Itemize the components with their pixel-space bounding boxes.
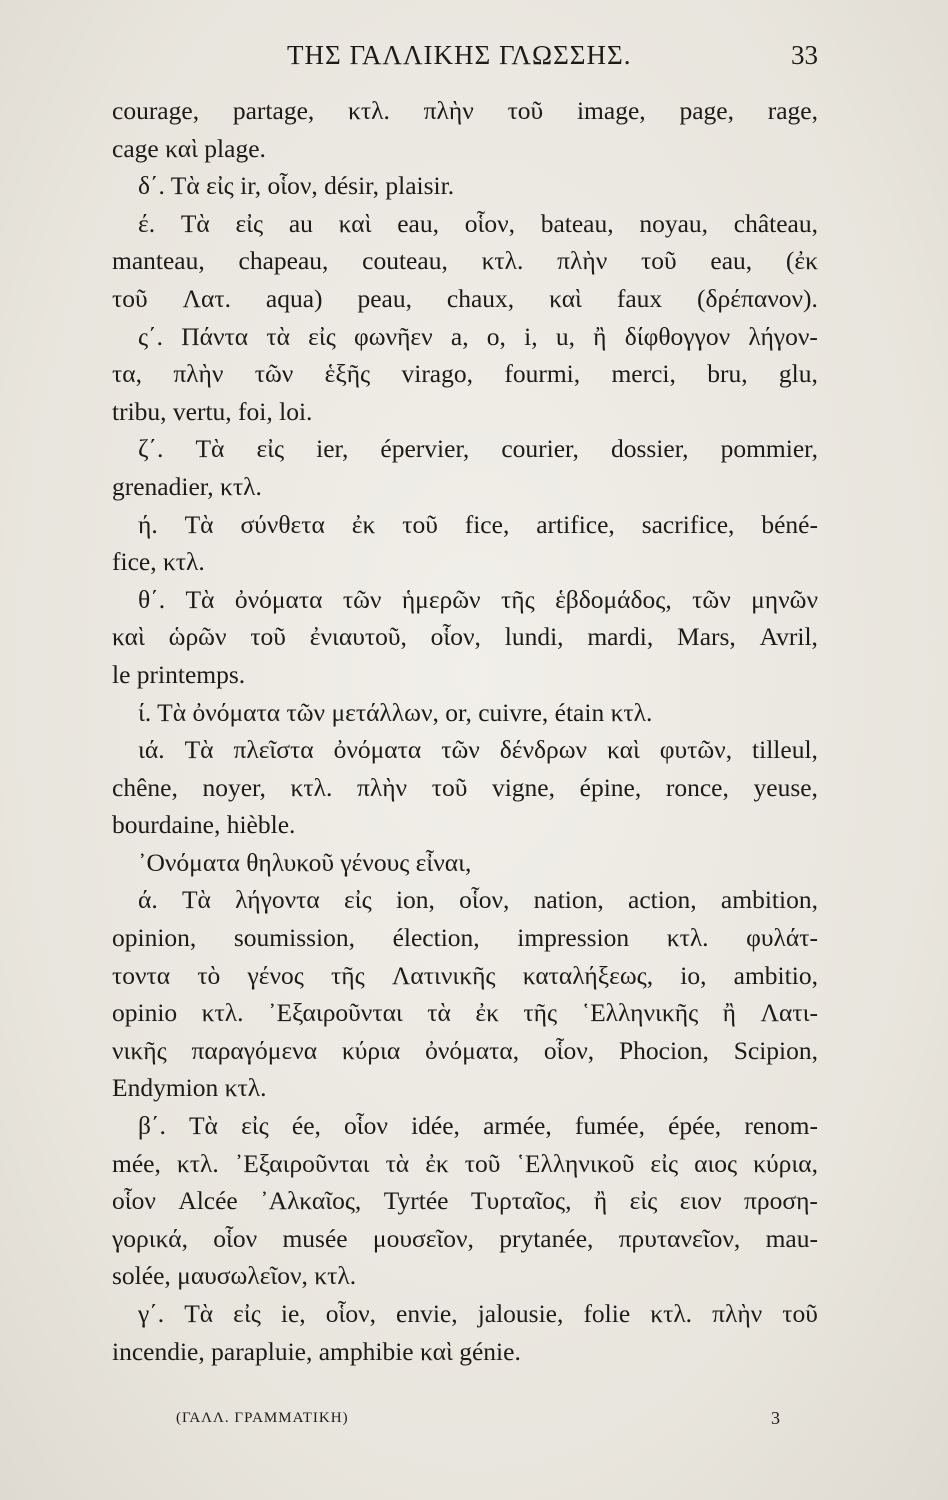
word: Τὰ [184, 1299, 214, 1328]
word: aqua) [265, 283, 323, 313]
word: fice, [464, 509, 510, 539]
text-line [112, 242, 818, 280]
word: mau- [765, 1223, 818, 1253]
word: eau, [710, 246, 753, 276]
word: ion, [395, 885, 435, 915]
text-line [112, 919, 818, 957]
word: τῆς [331, 960, 365, 990]
word: ὀνόματα [333, 735, 422, 765]
word: impression [517, 923, 630, 953]
word: ς΄. [138, 321, 163, 351]
word: (δρέπανον). [697, 283, 818, 313]
word: pommier, [720, 434, 818, 464]
word: ζ΄. [138, 434, 164, 464]
word: ἑξῆς [324, 359, 371, 389]
word: αιος [694, 1148, 738, 1178]
word: artifice, [536, 509, 615, 539]
text-line [112, 994, 818, 1032]
word: musée [282, 1223, 348, 1253]
word: ᾿Αλκαῖος, [260, 1186, 362, 1216]
text-line [112, 205, 818, 243]
page-footer [150, 1410, 780, 1440]
page-number: 33 [791, 40, 818, 70]
text-line: grenadier, κτλ. [112, 471, 262, 501]
word: ῾Ελληνικοῦ [516, 1148, 635, 1178]
word: τὰ [385, 1148, 410, 1178]
text-line: bourdaine, hièble. [112, 810, 296, 840]
word: rage, [767, 96, 818, 125]
word: Phocion, [618, 1035, 709, 1065]
word: οἷον [344, 1111, 388, 1141]
word: faux [616, 283, 663, 313]
word: courage, [112, 96, 200, 125]
word: τοῦ [112, 283, 148, 313]
word: i, [524, 321, 538, 351]
word: πλὴν [356, 772, 408, 802]
word: Avril, [759, 622, 818, 652]
word: renom- [744, 1111, 818, 1141]
word: λήγον- [748, 321, 818, 351]
word: Λατινικῆς [391, 960, 496, 990]
word: béné- [761, 509, 818, 539]
word: κτλ. [666, 923, 709, 953]
word: château, [733, 208, 818, 238]
word: ἐκ [425, 1148, 449, 1178]
word: κτλ. [201, 998, 244, 1028]
word: εἰς [308, 321, 336, 351]
word: partage, [232, 96, 315, 125]
footer-book-title: (ΓΑΛΛ. ΓΡΑΜΜΑΤΙΚΗ) [176, 1410, 349, 1426]
text-line [112, 731, 818, 769]
text-line [112, 1145, 818, 1183]
word: ιά. [138, 735, 165, 765]
word: έ. [138, 208, 156, 238]
word: Scipion, [733, 1035, 818, 1065]
word: καὶ [606, 735, 640, 765]
word: δένδρων [499, 735, 588, 765]
word: idée, [411, 1111, 460, 1141]
word: ἑβδομάδος, [555, 584, 672, 614]
word: ronce, [665, 772, 729, 802]
page-header [112, 40, 818, 80]
word: soumission, [233, 923, 356, 953]
word: lundi, [504, 622, 564, 652]
word: mée, [112, 1148, 161, 1178]
word: οἷον, [430, 622, 481, 652]
word: peau, [357, 283, 412, 313]
word: épervier, [380, 434, 470, 464]
word: τοῦ [431, 772, 468, 802]
word: καὶ [549, 283, 582, 313]
word: ὀνόματα [234, 584, 323, 614]
word: manteau, [112, 246, 205, 276]
word: προση- [744, 1186, 818, 1216]
text-line [112, 957, 818, 995]
word: τοῦ [641, 246, 677, 276]
word: ἐκ [351, 509, 376, 539]
word: μουσεῖον, [372, 1223, 474, 1253]
word: action, [628, 885, 697, 915]
word: ή. [138, 509, 158, 539]
text-line [112, 1107, 818, 1145]
signature-mark: 3 [771, 1408, 780, 1428]
text-line: le printemps. [112, 659, 246, 689]
text-line [112, 430, 818, 468]
word: τῆς [500, 584, 535, 614]
word: πλὴν [557, 246, 608, 276]
text-line: incendie, parapluie, amphibie καὶ génie. [112, 1336, 521, 1366]
word: a, [450, 321, 469, 351]
word: Τυρταῖος, [470, 1186, 572, 1216]
word: Λατ. [182, 283, 232, 313]
word: κτλ. [348, 96, 390, 125]
word: sacrifice, [641, 509, 735, 539]
word: οἷον, [543, 1035, 595, 1065]
text-line [112, 92, 818, 130]
word: ειον [679, 1186, 722, 1216]
word: τῶν [692, 584, 731, 614]
word: armée, [483, 1111, 552, 1141]
word: ὀνόματα, [425, 1035, 520, 1065]
word: κτλ. [650, 1299, 693, 1328]
word: κτλ. [176, 1148, 219, 1178]
word: λήγοντα [235, 885, 320, 915]
word: τὸ [197, 960, 221, 990]
word: Τὰ [185, 584, 215, 614]
word: τοῦ [402, 509, 438, 539]
text-line [112, 769, 818, 807]
text-line: Endymion κτλ. [112, 1073, 267, 1103]
text-line: ί. Τὰ ὀνόματα τῶν μετάλλων, or, cuivre, étain κτλ. [138, 697, 653, 727]
word: εἰς [241, 1111, 269, 1141]
word: ὡρῶν [168, 622, 227, 652]
word: Mars, [677, 622, 736, 652]
word: πλὴν [173, 359, 224, 389]
word: Tyrtée [383, 1186, 449, 1216]
word: courier, [501, 434, 579, 464]
word: ἢ [593, 321, 607, 351]
word: vigne, [491, 772, 555, 802]
text-line [112, 618, 818, 656]
word: u, [555, 321, 575, 351]
word: ῾Ελληνικῆς [581, 998, 699, 1028]
word: couteau, [362, 246, 448, 276]
word: τῶν [441, 735, 480, 765]
word: εἰς [256, 434, 285, 464]
word: κτλ. [290, 772, 333, 802]
word: image, [576, 96, 646, 125]
word: ier, [316, 434, 349, 464]
word: ambitio, [733, 960, 818, 990]
word: φυτῶν, [659, 735, 733, 765]
word: ἢ [593, 1186, 608, 1216]
word: o, [486, 321, 506, 351]
word: Τὰ [188, 1111, 218, 1141]
word: γορικά, [112, 1223, 188, 1253]
text-line [112, 1295, 818, 1333]
word: κτλ. [481, 246, 524, 276]
text-line: cage καὶ plage. [112, 133, 266, 163]
text-line [112, 881, 818, 919]
word: fourmi, [504, 359, 581, 389]
word: chêne, [112, 772, 178, 802]
word: κύρια [341, 1035, 401, 1065]
word: élection, [392, 923, 480, 953]
word: chapeau, [238, 246, 329, 276]
word: ᾿Εξαιροῦνται [267, 998, 403, 1028]
word: γ΄. [138, 1299, 165, 1328]
word: νικῆς [112, 1035, 167, 1065]
word: ie, [280, 1299, 306, 1328]
word: οἷον, [459, 885, 510, 915]
word: πρυτανεῖον, [618, 1223, 741, 1253]
word: chaux, [446, 283, 515, 313]
word: εἰς [629, 1186, 658, 1216]
word: épine, [579, 772, 642, 802]
word: Τὰ [184, 509, 214, 539]
text-line [112, 581, 818, 619]
word: merci, [611, 359, 676, 389]
word: bateau, [540, 208, 614, 238]
word: εἰς [650, 1148, 679, 1178]
word: καὶ [338, 208, 372, 238]
word: οἷον, [464, 208, 515, 238]
word: ambition, [720, 885, 818, 915]
text-line [112, 1032, 818, 1070]
text-line [112, 506, 818, 544]
word: τὰ [427, 998, 451, 1028]
word: δίφθογγον [624, 321, 731, 351]
word: παραγόμενα [191, 1035, 318, 1065]
word: φωνῆεν [354, 321, 433, 351]
text-line: tribu, vertu, foi, loi. [112, 396, 313, 426]
word: (ἐκ [785, 246, 818, 276]
word: ἐκ [475, 998, 499, 1028]
word: μηνῶν [751, 584, 818, 614]
word: noyau, [639, 208, 709, 238]
word: page, [679, 96, 734, 125]
word: dossier, [610, 434, 689, 464]
word: β΄. [138, 1111, 166, 1141]
word: τοῦ [464, 1148, 501, 1178]
word: ἢ [722, 998, 737, 1028]
word: yeuse, [753, 772, 818, 802]
page-body [112, 92, 818, 1370]
word: fumée, [574, 1111, 645, 1141]
word: θ΄. [138, 584, 166, 614]
word: οἷον [112, 1186, 156, 1216]
word: Τὰ [184, 735, 214, 765]
text-line [112, 355, 818, 393]
word: εἰς [235, 208, 264, 238]
word: bru, [707, 359, 748, 389]
word: κύρια, [753, 1148, 818, 1178]
word: τοντα [112, 960, 171, 990]
word: Τὰ [181, 885, 211, 915]
word: Τὰ [180, 208, 210, 238]
word: Τὰ [195, 434, 225, 464]
word: ἡμερῶν [401, 584, 481, 614]
text-line [112, 318, 818, 356]
word: prytanée, [499, 1223, 594, 1253]
word: épée, [668, 1111, 722, 1141]
word: mardi, [587, 622, 654, 652]
word: οἷον, [325, 1299, 376, 1328]
word: πλὴν [423, 96, 474, 125]
running-title: ΤΗΣ ΓΑΛΛΙΚΗΣ ΓΛΩΣΣΗΣ. [287, 40, 632, 70]
word: glu, [778, 359, 818, 389]
word: φυλάτ- [746, 923, 818, 953]
word: Πάντα [181, 321, 249, 351]
word: καταλήξεως, [522, 960, 654, 990]
word: eau, [397, 208, 439, 238]
text-line: δ΄. Τὰ εἰς ir, οἷον, désir, plaisir. [138, 171, 455, 201]
word: καὶ [112, 622, 145, 652]
word: σύνθετα [240, 509, 325, 539]
text-line: ᾿Ονόματα θηλυκοῦ γένους εἶναι, [138, 847, 472, 877]
word: envie, [396, 1299, 458, 1328]
word: ἐνιαυτοῦ, [309, 622, 407, 652]
word: τῶν [254, 359, 294, 389]
word: nation, [533, 885, 604, 915]
word: jalousie, [477, 1299, 564, 1328]
word: virago, [401, 359, 474, 389]
word: οἷον [213, 1223, 258, 1253]
word: opinion, [112, 923, 197, 953]
text-line [112, 1182, 818, 1220]
word: noyer, [202, 772, 266, 802]
word: ée, [291, 1111, 321, 1141]
word: tilleul, [752, 735, 818, 765]
word: τὰ [266, 321, 290, 351]
word: γένος [247, 960, 304, 990]
word: τῶν [342, 584, 382, 614]
word: εἰς [344, 885, 372, 915]
word: εἰς [233, 1299, 261, 1328]
word: τοῦ [250, 622, 286, 652]
word: io, [680, 960, 707, 990]
text-line: fice, κτλ. [112, 547, 205, 577]
word: πλὴν [712, 1299, 763, 1328]
word: ᾿Εξαιροῦνται [234, 1148, 370, 1178]
text-line [112, 280, 818, 318]
word: τῆς [523, 998, 558, 1028]
word: τοῦ [507, 96, 544, 125]
word: πλεῖστα [233, 735, 314, 765]
word: τα, [112, 359, 142, 389]
text-line: solée, μαυσωλεῖον, κτλ. [112, 1261, 357, 1291]
word: τοῦ [782, 1299, 818, 1328]
word: Λατι- [760, 998, 818, 1028]
word: opinio [112, 998, 178, 1028]
text-line [112, 1220, 818, 1258]
word: ά. [138, 885, 158, 915]
word: folie [583, 1299, 631, 1328]
word: Alcée [178, 1186, 238, 1216]
word: au [288, 208, 313, 238]
